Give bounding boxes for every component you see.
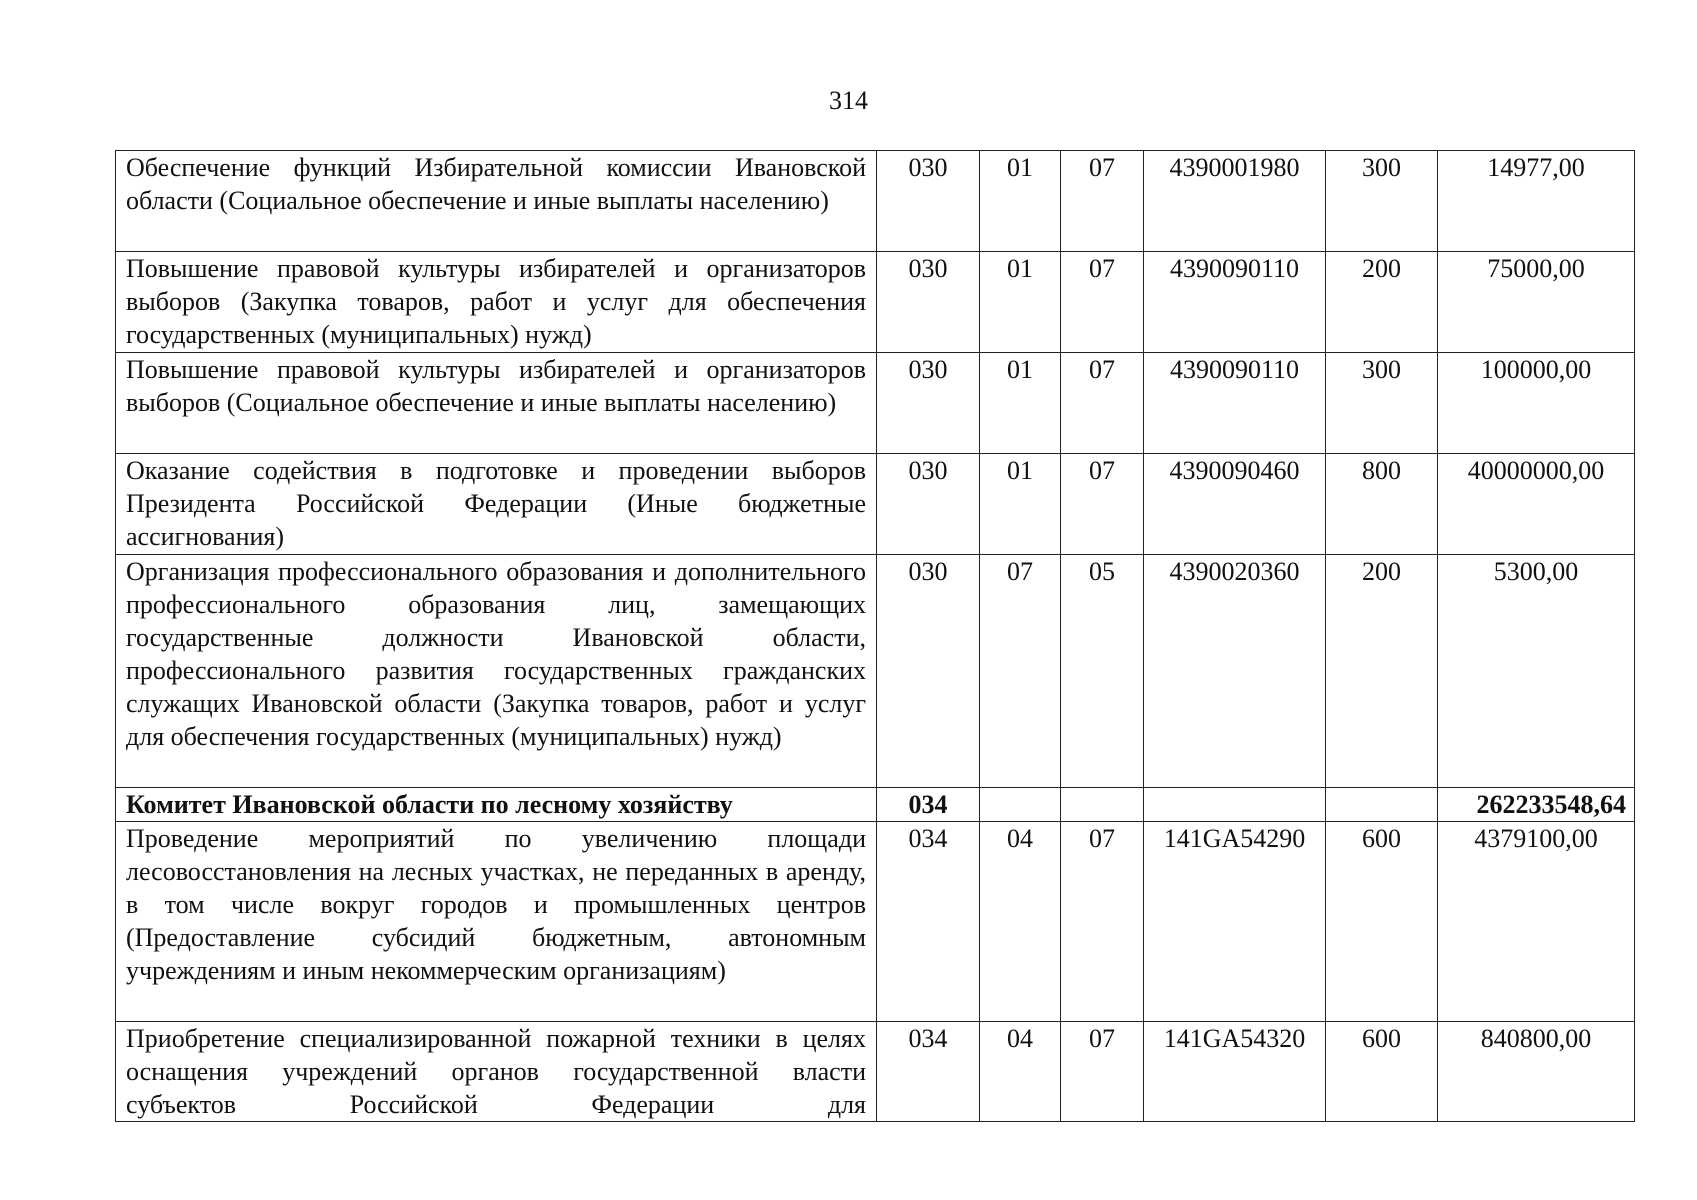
- page-number: 314: [829, 86, 868, 115]
- table-row-department-total: [116, 788, 1635, 822]
- expense-description: Повышение правовой культуры избирателей и организаторов выборов (Закупка товаров, работ и услуг для обеспечения государственных (муниципальных) нужд): [116, 252, 877, 353]
- expense-description: Оказание содействия в подготовке и проведении выборов Президента Российской Федерации (Иные бюджетные ассигнования): [116, 454, 877, 555]
- ministry-code: 030: [877, 353, 980, 454]
- subsection-code: 07: [1061, 822, 1144, 1022]
- expense-type-code: [1326, 788, 1438, 822]
- expense-type-code: 600: [1326, 822, 1438, 1022]
- subsection-code: 07: [1061, 454, 1144, 555]
- ministry-code: 034: [877, 822, 980, 1022]
- section-code: 01: [980, 353, 1061, 454]
- amount-value: 840800,00: [1438, 1022, 1635, 1122]
- section-code: 07: [980, 555, 1061, 788]
- expense-type-code: 300: [1326, 353, 1438, 454]
- subsection-code: 07: [1061, 1022, 1144, 1122]
- subsection-code: 07: [1061, 353, 1144, 454]
- target-article-code: 4390020360: [1144, 555, 1326, 788]
- target-article-code: 4390090110: [1144, 353, 1326, 454]
- amount-value: 4379100,00: [1438, 822, 1635, 1022]
- target-article-code: [1144, 788, 1326, 822]
- expense-description: Приобретение специализированной пожарной техники в целях оснащения учреждений органов государственной власти субъектов Российской Федерации для: [116, 1022, 877, 1122]
- expense-description: Повышение правовой культуры избирателей и организаторов выборов (Социальное обеспечение и иные выплаты населению): [116, 353, 877, 454]
- subsection-code: 07: [1061, 252, 1144, 353]
- budget-table: [115, 150, 1635, 1122]
- table-row: [116, 353, 1635, 454]
- ministry-code: 030: [877, 555, 980, 788]
- expense-type-code: 300: [1326, 151, 1438, 252]
- subsection-code: [1061, 788, 1144, 822]
- expense-type-code: 200: [1326, 555, 1438, 788]
- section-code: [980, 788, 1061, 822]
- expense-description: Проведение мероприятий по увеличению площади лесовосстановления на лесных участках, не переданных в аренду, в том числе вокруг городов и промышленных центров (Предоставление субсидий бюджетным, автономным учреждениям и иным некоммерческим организациям): [116, 822, 877, 1022]
- subsection-code: 07: [1061, 151, 1144, 252]
- expense-type-code: 800: [1326, 454, 1438, 555]
- expense-description: Организация профессионального образования и дополнительного профессионального образования лиц, замещающих государственные должности Ивановской области, профессионального развития государственных гражданских служащих Ивановской области (Закупка товаров, работ и услуг для обеспечения государственных (муниципальных) нужд): [116, 555, 877, 788]
- table-row: [116, 252, 1635, 353]
- target-article-code: 4390090110: [1144, 252, 1326, 353]
- section-code: 01: [980, 252, 1061, 353]
- ministry-code: 034: [877, 1022, 980, 1122]
- subsection-code: 05: [1061, 555, 1144, 788]
- target-article-code: 141GA54290: [1144, 822, 1326, 1022]
- expense-description: Обеспечение функций Избирательной комиссии Ивановской области (Социальное обеспечение и иные выплаты населению): [116, 151, 877, 252]
- target-article-code: 4390090460: [1144, 454, 1326, 555]
- ministry-code: 034: [877, 788, 980, 822]
- amount-value: 40000000,00: [1438, 454, 1635, 555]
- ministry-code: 030: [877, 151, 980, 252]
- section-code: 04: [980, 822, 1061, 1022]
- expense-type-code: 200: [1326, 252, 1438, 353]
- table-row: [116, 555, 1635, 788]
- target-article-code: 4390001980: [1144, 151, 1326, 252]
- amount-value: 100000,00: [1438, 353, 1635, 454]
- expense-type-code: 600: [1326, 1022, 1438, 1122]
- amount-value: 14977,00: [1438, 151, 1635, 252]
- table-row: [116, 822, 1635, 1022]
- table-row: [116, 454, 1635, 555]
- section-code: 04: [980, 1022, 1061, 1122]
- table-row: [116, 1022, 1635, 1122]
- section-code: 01: [980, 151, 1061, 252]
- target-article-code: 141GA54320: [1144, 1022, 1326, 1122]
- department-total-amount: 262233548,64: [1438, 788, 1635, 822]
- ministry-code: 030: [877, 252, 980, 353]
- department-name: Комитет Ивановской области по лесному хозяйству: [116, 788, 877, 822]
- section-code: 01: [980, 454, 1061, 555]
- table-row: [116, 151, 1635, 252]
- amount-value: 75000,00: [1438, 252, 1635, 353]
- ministry-code: 030: [877, 454, 980, 555]
- amount-value: 5300,00: [1438, 555, 1635, 788]
